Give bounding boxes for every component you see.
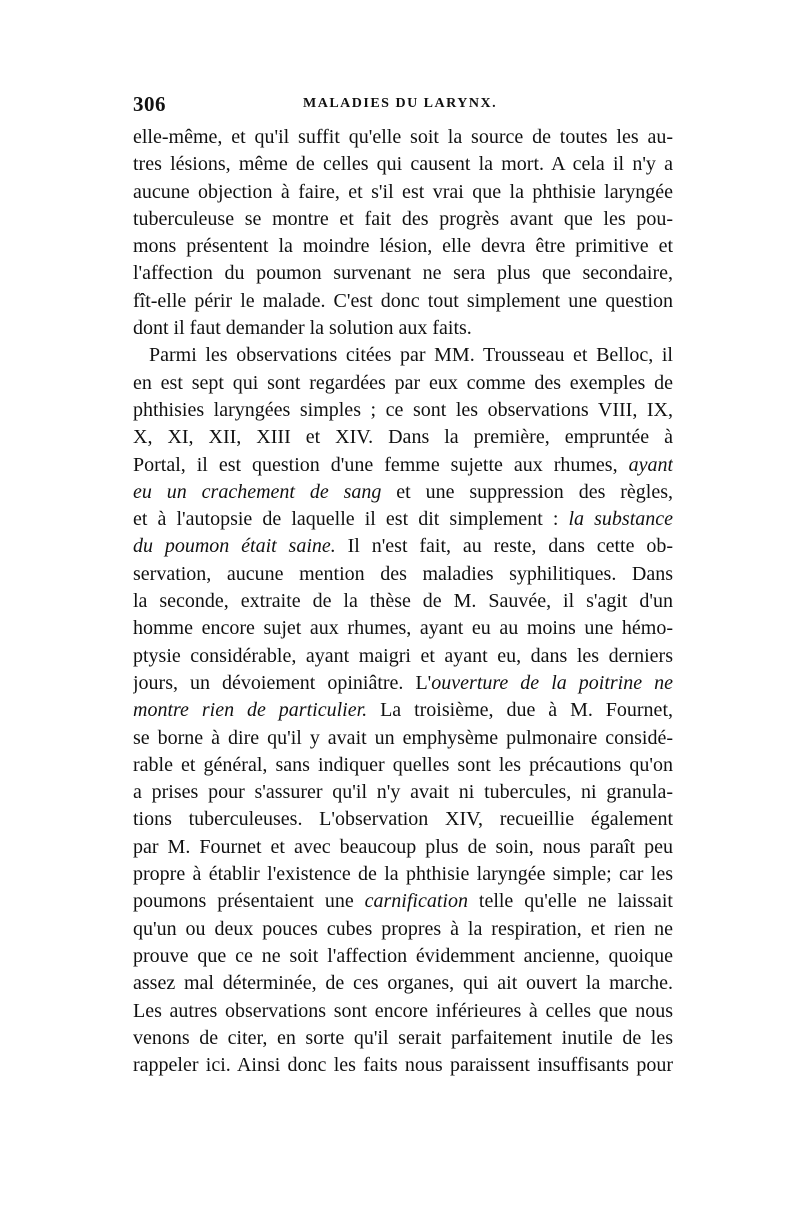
text-segment: Portal, il est question d'une femme sujette aux rhumes, [133, 453, 629, 476]
text-line: tres lésions, même de celles qui causent la mort. A cela il n'y a [133, 153, 673, 176]
body-text [133, 124, 673, 1079]
text-line: ptysie considérable, ayant maigri et ayant eu, dans les derniers [133, 644, 673, 667]
text-line: dont il faut demander la solution aux faits. [133, 317, 472, 340]
italic-segment: ouverture de la poitrine ne [431, 671, 673, 694]
text-line [133, 888, 673, 915]
text-line [133, 697, 673, 724]
italic-segment: la substance [568, 508, 673, 531]
text-line [133, 479, 673, 506]
text-line: Les autres observations sont encore inférieures à celles que nous [133, 999, 673, 1022]
text-line: venons de citer, en sorte qu'il serait parfaitement inutile de les [133, 1026, 673, 1049]
text-line: par M. Fournet et avec beaucoup plus de soin, nous paraît peu [133, 835, 673, 858]
italic-segment: du poumon était saine. [133, 535, 336, 558]
text-segment: jours, un dévoiement opiniâtre. L' [133, 671, 432, 694]
text-line [133, 452, 673, 479]
text-line: tuberculeuse se montre et fait des progrès avant que les pou- [133, 207, 673, 230]
text-line: fît-elle périr le malade. C'est donc tout simplement une question [133, 289, 673, 312]
text-line: X, XI, XII, XIII et XIV. Dans la première, empruntée à [133, 426, 673, 449]
text-line: phthisies laryngées simples ; ce sont les observations VIII, IX, [133, 398, 673, 421]
text-line: servation, aucune mention des maladies syphilitiques. Dans [133, 562, 673, 585]
text-line: rable et général, sans indiquer quelles sont les précautions qu'on [133, 753, 673, 776]
text-line: homme encore sujet aux rhumes, ayant eu au moins une hémo- [133, 617, 673, 640]
text-line: aucune objection à faire, et s'il est vrai que la phthisie laryngée [133, 180, 673, 203]
text-line: elle-même, et qu'il suffit qu'elle soit la source de toutes les au- [133, 126, 673, 148]
text-line: prouve que ce ne soit l'affection évidemment ancienne, quoique [133, 944, 673, 967]
text-segment: La troisième, due à M. Fournet, [367, 699, 673, 722]
text-segment: et à l'autopsie de laquelle il est dit simplement : [133, 508, 569, 531]
page-number: 306 [133, 92, 166, 116]
text-line: rappeler ici. Ainsi donc les faits nous paraissent insuffisants pour [133, 1054, 673, 1077]
text-line [133, 533, 673, 560]
text-line: qu'un ou deux pouces cubes propres à la respiration, et rien ne [133, 917, 673, 940]
text-line: mons présentent la moindre lésion, elle devra être primitive et [133, 235, 673, 258]
text-line: a prises pour s'assurer qu'il n'y avait ni tubercules, ni granula- [133, 781, 673, 804]
text-line: propre à établir l'existence de la phthisie laryngée simple; car les [133, 863, 673, 886]
italic-segment: carnification [364, 890, 468, 913]
text-segment: telle qu'elle ne laissait [467, 890, 673, 913]
text-line: se borne à dire qu'il y avait un emphysème pulmonaire considé- [133, 726, 673, 749]
paragraph-first-line: Parmi les observations citées par MM. Trousseau et Belloc, il [149, 344, 673, 367]
text-line: tions tuberculeuses. L'observation XIV, recueillie également [133, 808, 673, 831]
text-line: assez mal déterminée, de ces organes, qui ait ouvert la marche. [133, 972, 673, 995]
italic-segment: eu un crachement de sang [133, 480, 382, 503]
text-line: en est sept qui sont regardées par eux comme des exemples de [133, 371, 673, 394]
running-title: MALADIES DU LARYNX. [303, 96, 498, 111]
text-line: la seconde, extraite de la thèse de M. Sauvée, il s'agit d'un [133, 590, 673, 613]
page-header [133, 92, 673, 122]
italic-segment: montre rien de particulier. [133, 699, 368, 722]
text-segment: poumons présentaient une [133, 890, 365, 913]
text-segment: Il n'est fait, au reste, dans cette ob- [335, 535, 673, 558]
text-line [133, 670, 673, 697]
italic-segment: ayant [628, 453, 673, 476]
text-line: l'affection du poumon survenant ne sera plus que secondaire, [133, 262, 673, 285]
text-line [133, 506, 673, 533]
text-segment: et une suppression des règles, [381, 480, 673, 503]
